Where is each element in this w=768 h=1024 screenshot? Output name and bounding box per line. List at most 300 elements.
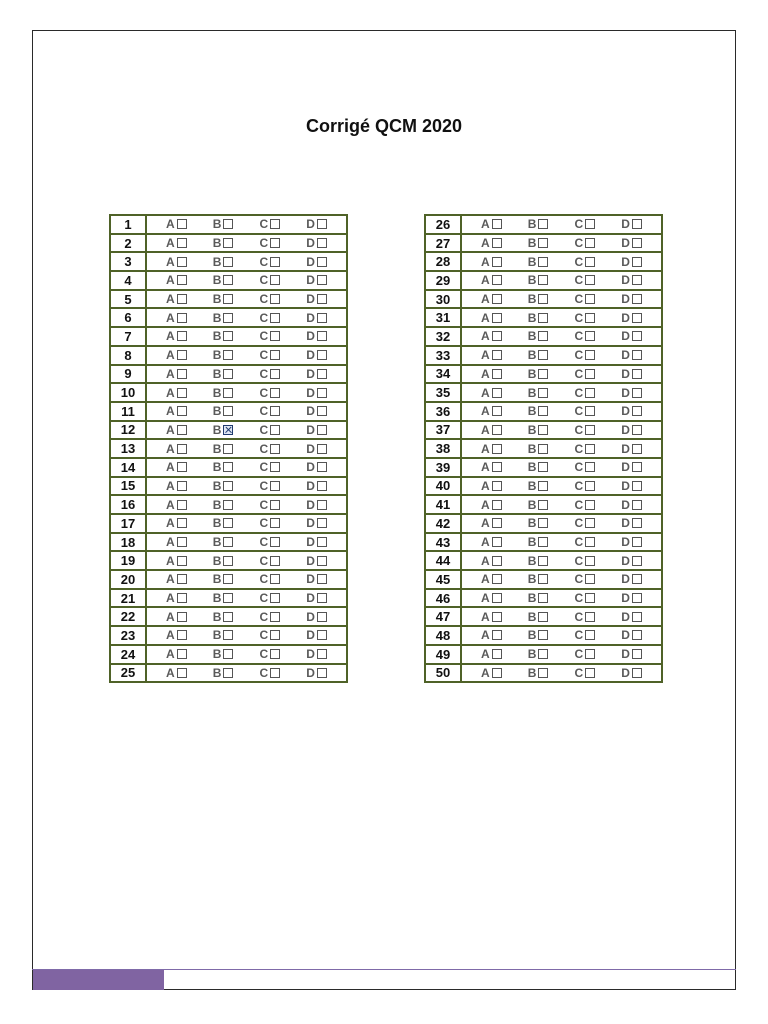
checkbox-icon[interactable] <box>270 257 280 267</box>
checkbox-icon[interactable] <box>270 537 280 547</box>
checkbox-icon[interactable] <box>223 406 233 416</box>
option-b[interactable] <box>213 236 234 250</box>
option-b[interactable] <box>528 255 549 269</box>
checkbox-icon[interactable] <box>492 425 502 435</box>
option-c[interactable] <box>575 628 596 642</box>
checkbox-icon[interactable] <box>492 500 502 510</box>
checkbox-icon[interactable] <box>585 369 595 379</box>
option-a[interactable] <box>166 255 187 269</box>
checkbox-icon[interactable] <box>632 518 642 528</box>
option-c[interactable] <box>575 460 596 474</box>
option-d[interactable] <box>621 423 642 437</box>
option-b[interactable] <box>213 479 234 493</box>
checkbox-icon[interactable] <box>632 219 642 229</box>
checkbox-icon[interactable] <box>585 313 595 323</box>
checkbox-icon[interactable] <box>632 406 642 416</box>
option-d[interactable] <box>621 273 642 287</box>
option-b[interactable] <box>213 292 234 306</box>
checkbox-icon[interactable] <box>270 462 280 472</box>
option-a[interactable] <box>481 255 502 269</box>
option-c[interactable] <box>575 386 596 400</box>
option-d[interactable] <box>621 610 642 624</box>
option-a[interactable] <box>481 666 502 680</box>
checkbox-icon[interactable] <box>538 574 548 584</box>
checkbox-icon[interactable] <box>317 518 327 528</box>
checkbox-icon[interactable] <box>177 425 187 435</box>
option-d[interactable] <box>621 479 642 493</box>
checkbox-icon[interactable] <box>177 630 187 640</box>
checkbox-icon[interactable] <box>223 593 233 603</box>
option-a[interactable] <box>481 423 502 437</box>
checkbox-icon[interactable] <box>492 294 502 304</box>
checkbox-icon[interactable] <box>223 219 233 229</box>
option-c[interactable] <box>260 479 281 493</box>
option-b[interactable] <box>528 217 549 231</box>
option-b[interactable] <box>213 404 234 418</box>
option-a[interactable] <box>166 329 187 343</box>
checkbox-icon[interactable] <box>223 462 233 472</box>
option-d[interactable] <box>306 610 327 624</box>
checkbox-icon[interactable] <box>223 444 233 454</box>
option-c[interactable] <box>260 591 281 605</box>
checkbox-icon[interactable] <box>538 500 548 510</box>
checkbox-icon[interactable] <box>632 500 642 510</box>
option-c[interactable] <box>260 666 281 680</box>
checkbox-icon[interactable] <box>270 593 280 603</box>
checkbox-icon[interactable] <box>632 462 642 472</box>
option-a[interactable] <box>481 628 502 642</box>
option-d[interactable] <box>306 329 327 343</box>
checkbox-icon[interactable] <box>177 257 187 267</box>
option-b[interactable] <box>528 535 549 549</box>
checkbox-icon[interactable] <box>317 481 327 491</box>
option-b[interactable] <box>213 273 234 287</box>
checkbox-icon[interactable] <box>223 294 233 304</box>
option-a[interactable] <box>481 498 502 512</box>
option-c[interactable] <box>575 217 596 231</box>
option-d[interactable] <box>621 516 642 530</box>
option-a[interactable] <box>166 628 187 642</box>
option-c[interactable] <box>575 292 596 306</box>
checkbox-icon[interactable] <box>585 238 595 248</box>
option-b[interactable] <box>528 666 549 680</box>
option-d[interactable] <box>621 572 642 586</box>
checkbox-icon[interactable] <box>177 612 187 622</box>
option-a[interactable] <box>481 367 502 381</box>
option-c[interactable] <box>260 554 281 568</box>
option-d[interactable] <box>621 647 642 661</box>
option-a[interactable] <box>481 404 502 418</box>
checkbox-icon[interactable] <box>538 444 548 454</box>
option-c[interactable] <box>575 554 596 568</box>
option-d[interactable] <box>306 479 327 493</box>
option-a[interactable] <box>166 516 187 530</box>
option-b[interactable] <box>528 348 549 362</box>
option-a[interactable] <box>481 572 502 586</box>
option-a[interactable] <box>481 348 502 362</box>
option-c[interactable] <box>260 442 281 456</box>
checkbox-icon[interactable] <box>492 612 502 622</box>
option-b[interactable] <box>213 348 234 362</box>
option-d[interactable] <box>621 236 642 250</box>
checkbox-icon[interactable] <box>270 275 280 285</box>
option-a[interactable] <box>481 273 502 287</box>
checkbox-icon[interactable] <box>223 350 233 360</box>
option-c[interactable] <box>575 236 596 250</box>
checkbox-icon[interactable] <box>538 593 548 603</box>
checkbox-icon[interactable] <box>317 649 327 659</box>
checkbox-icon[interactable] <box>585 219 595 229</box>
option-b[interactable] <box>528 628 549 642</box>
option-b[interactable] <box>528 479 549 493</box>
option-b[interactable] <box>213 442 234 456</box>
option-a[interactable] <box>481 516 502 530</box>
option-b[interactable] <box>213 591 234 605</box>
checkbox-icon[interactable] <box>585 612 595 622</box>
option-c[interactable] <box>575 311 596 325</box>
option-b[interactable] <box>213 311 234 325</box>
checkbox-icon[interactable] <box>317 275 327 285</box>
option-a[interactable] <box>481 591 502 605</box>
option-b[interactable] <box>213 367 234 381</box>
checkbox-icon[interactable] <box>492 388 502 398</box>
checkbox-icon[interactable] <box>492 537 502 547</box>
checkbox-icon[interactable] <box>585 574 595 584</box>
option-c[interactable] <box>575 610 596 624</box>
checkbox-icon[interactable] <box>492 556 502 566</box>
option-b[interactable] <box>528 423 549 437</box>
option-a[interactable] <box>166 535 187 549</box>
checkbox-icon[interactable] <box>177 406 187 416</box>
option-a[interactable] <box>166 367 187 381</box>
checkbox-icon[interactable] <box>632 350 642 360</box>
option-d[interactable] <box>621 591 642 605</box>
checkbox-icon[interactable] <box>177 369 187 379</box>
option-a[interactable] <box>166 423 187 437</box>
checkbox-icon[interactable] <box>177 481 187 491</box>
option-d[interactable] <box>306 292 327 306</box>
checkbox-icon[interactable] <box>632 388 642 398</box>
option-b[interactable] <box>213 498 234 512</box>
checkbox-icon[interactable] <box>538 257 548 267</box>
option-c[interactable] <box>575 442 596 456</box>
option-a[interactable] <box>166 666 187 680</box>
option-b[interactable] <box>528 554 549 568</box>
option-b[interactable] <box>528 292 549 306</box>
checkbox-icon[interactable] <box>317 257 327 267</box>
option-c[interactable] <box>260 217 281 231</box>
option-a[interactable] <box>481 442 502 456</box>
option-d[interactable] <box>306 255 327 269</box>
checkbox-icon[interactable] <box>585 481 595 491</box>
checkbox-icon[interactable] <box>177 574 187 584</box>
option-a[interactable] <box>481 610 502 624</box>
option-c[interactable] <box>260 348 281 362</box>
checked-checkbox-icon[interactable] <box>223 425 233 435</box>
checkbox-icon[interactable] <box>538 537 548 547</box>
checkbox-icon[interactable] <box>270 444 280 454</box>
checkbox-icon[interactable] <box>270 313 280 323</box>
option-b[interactable] <box>528 329 549 343</box>
checkbox-icon[interactable] <box>177 556 187 566</box>
option-b[interactable] <box>213 423 234 437</box>
checkbox-icon[interactable] <box>585 462 595 472</box>
checkbox-icon[interactable] <box>223 556 233 566</box>
checkbox-icon[interactable] <box>317 668 327 678</box>
option-b[interactable] <box>528 404 549 418</box>
option-c[interactable] <box>575 348 596 362</box>
checkbox-icon[interactable] <box>177 331 187 341</box>
option-b[interactable] <box>213 329 234 343</box>
checkbox-icon[interactable] <box>317 313 327 323</box>
checkbox-icon[interactable] <box>317 350 327 360</box>
option-a[interactable] <box>481 236 502 250</box>
option-b[interactable] <box>528 442 549 456</box>
option-b[interactable] <box>213 628 234 642</box>
option-c[interactable] <box>575 516 596 530</box>
option-b[interactable] <box>528 498 549 512</box>
option-d[interactable] <box>621 404 642 418</box>
checkbox-icon[interactable] <box>270 556 280 566</box>
checkbox-icon[interactable] <box>317 556 327 566</box>
checkbox-icon[interactable] <box>177 238 187 248</box>
checkbox-icon[interactable] <box>177 593 187 603</box>
option-d[interactable] <box>306 554 327 568</box>
option-b[interactable] <box>213 386 234 400</box>
option-d[interactable] <box>306 273 327 287</box>
checkbox-icon[interactable] <box>270 500 280 510</box>
checkbox-icon[interactable] <box>270 406 280 416</box>
option-a[interactable] <box>166 572 187 586</box>
checkbox-icon[interactable] <box>492 574 502 584</box>
checkbox-icon[interactable] <box>632 275 642 285</box>
option-a[interactable] <box>166 479 187 493</box>
checkbox-icon[interactable] <box>632 425 642 435</box>
checkbox-icon[interactable] <box>177 294 187 304</box>
option-d[interactable] <box>306 442 327 456</box>
checkbox-icon[interactable] <box>632 444 642 454</box>
option-b[interactable] <box>528 386 549 400</box>
option-b[interactable] <box>528 273 549 287</box>
option-d[interactable] <box>621 666 642 680</box>
option-a[interactable] <box>166 311 187 325</box>
checkbox-icon[interactable] <box>538 275 548 285</box>
option-a[interactable] <box>166 386 187 400</box>
checkbox-icon[interactable] <box>585 350 595 360</box>
option-a[interactable] <box>481 554 502 568</box>
option-c[interactable] <box>575 591 596 605</box>
option-c[interactable] <box>575 273 596 287</box>
option-d[interactable] <box>306 367 327 381</box>
checkbox-icon[interactable] <box>538 556 548 566</box>
checkbox-icon[interactable] <box>632 313 642 323</box>
checkbox-icon[interactable] <box>317 630 327 640</box>
checkbox-icon[interactable] <box>317 331 327 341</box>
checkbox-icon[interactable] <box>223 630 233 640</box>
option-a[interactable] <box>481 460 502 474</box>
option-d[interactable] <box>621 217 642 231</box>
checkbox-icon[interactable] <box>492 593 502 603</box>
option-c[interactable] <box>260 610 281 624</box>
checkbox-icon[interactable] <box>492 219 502 229</box>
option-c[interactable] <box>575 647 596 661</box>
option-a[interactable] <box>481 311 502 325</box>
checkbox-icon[interactable] <box>177 350 187 360</box>
checkbox-icon[interactable] <box>632 630 642 640</box>
checkbox-icon[interactable] <box>538 668 548 678</box>
checkbox-icon[interactable] <box>270 369 280 379</box>
checkbox-icon[interactable] <box>317 612 327 622</box>
option-d[interactable] <box>306 572 327 586</box>
option-d[interactable] <box>306 348 327 362</box>
checkbox-icon[interactable] <box>317 219 327 229</box>
option-c[interactable] <box>260 535 281 549</box>
checkbox-icon[interactable] <box>270 481 280 491</box>
option-d[interactable] <box>621 311 642 325</box>
option-a[interactable] <box>481 479 502 493</box>
checkbox-icon[interactable] <box>538 518 548 528</box>
option-a[interactable] <box>166 217 187 231</box>
checkbox-icon[interactable] <box>585 500 595 510</box>
checkbox-icon[interactable] <box>317 369 327 379</box>
option-d[interactable] <box>306 404 327 418</box>
option-b[interactable] <box>213 610 234 624</box>
option-d[interactable] <box>306 628 327 642</box>
option-a[interactable] <box>481 217 502 231</box>
checkbox-icon[interactable] <box>538 388 548 398</box>
option-d[interactable] <box>306 311 327 325</box>
checkbox-icon[interactable] <box>270 612 280 622</box>
checkbox-icon[interactable] <box>585 630 595 640</box>
option-b[interactable] <box>213 255 234 269</box>
checkbox-icon[interactable] <box>317 238 327 248</box>
checkbox-icon[interactable] <box>538 425 548 435</box>
option-c[interactable] <box>575 479 596 493</box>
checkbox-icon[interactable] <box>492 444 502 454</box>
checkbox-icon[interactable] <box>223 388 233 398</box>
option-d[interactable] <box>621 498 642 512</box>
option-a[interactable] <box>166 442 187 456</box>
option-d[interactable] <box>306 236 327 250</box>
checkbox-icon[interactable] <box>632 257 642 267</box>
checkbox-icon[interactable] <box>538 331 548 341</box>
option-a[interactable] <box>166 404 187 418</box>
checkbox-icon[interactable] <box>177 444 187 454</box>
option-b[interactable] <box>528 647 549 661</box>
option-c[interactable] <box>575 367 596 381</box>
option-c[interactable] <box>260 404 281 418</box>
option-a[interactable] <box>166 348 187 362</box>
option-d[interactable] <box>306 516 327 530</box>
checkbox-icon[interactable] <box>317 294 327 304</box>
option-b[interactable] <box>528 610 549 624</box>
checkbox-icon[interactable] <box>270 425 280 435</box>
option-d[interactable] <box>621 348 642 362</box>
checkbox-icon[interactable] <box>585 537 595 547</box>
checkbox-icon[interactable] <box>538 369 548 379</box>
option-c[interactable] <box>260 516 281 530</box>
checkbox-icon[interactable] <box>270 388 280 398</box>
option-c[interactable] <box>575 329 596 343</box>
checkbox-icon[interactable] <box>632 369 642 379</box>
checkbox-icon[interactable] <box>270 574 280 584</box>
option-c[interactable] <box>260 236 281 250</box>
checkbox-icon[interactable] <box>492 481 502 491</box>
option-d[interactable] <box>621 255 642 269</box>
checkbox-icon[interactable] <box>177 275 187 285</box>
option-a[interactable] <box>481 647 502 661</box>
option-c[interactable] <box>260 628 281 642</box>
option-a[interactable] <box>166 292 187 306</box>
checkbox-icon[interactable] <box>317 500 327 510</box>
option-c[interactable] <box>260 386 281 400</box>
option-d[interactable] <box>306 217 327 231</box>
checkbox-icon[interactable] <box>632 668 642 678</box>
checkbox-icon[interactable] <box>177 313 187 323</box>
option-b[interactable] <box>528 460 549 474</box>
checkbox-icon[interactable] <box>223 313 233 323</box>
option-a[interactable] <box>166 554 187 568</box>
option-c[interactable] <box>260 647 281 661</box>
option-d[interactable] <box>621 292 642 306</box>
checkbox-icon[interactable] <box>585 556 595 566</box>
option-a[interactable] <box>166 591 187 605</box>
checkbox-icon[interactable] <box>270 331 280 341</box>
checkbox-icon[interactable] <box>177 537 187 547</box>
checkbox-icon[interactable] <box>492 257 502 267</box>
option-c[interactable] <box>575 535 596 549</box>
option-b[interactable] <box>213 460 234 474</box>
checkbox-icon[interactable] <box>177 500 187 510</box>
option-c[interactable] <box>575 666 596 680</box>
checkbox-icon[interactable] <box>538 649 548 659</box>
checkbox-icon[interactable] <box>492 369 502 379</box>
checkbox-icon[interactable] <box>223 668 233 678</box>
checkbox-icon[interactable] <box>177 668 187 678</box>
checkbox-icon[interactable] <box>632 612 642 622</box>
checkbox-icon[interactable] <box>538 612 548 622</box>
option-a[interactable] <box>481 386 502 400</box>
option-d[interactable] <box>621 329 642 343</box>
checkbox-icon[interactable] <box>223 518 233 528</box>
checkbox-icon[interactable] <box>585 275 595 285</box>
checkbox-icon[interactable] <box>177 388 187 398</box>
checkbox-icon[interactable] <box>538 630 548 640</box>
option-a[interactable] <box>166 273 187 287</box>
checkbox-icon[interactable] <box>223 574 233 584</box>
checkbox-icon[interactable] <box>492 518 502 528</box>
option-d[interactable] <box>306 423 327 437</box>
checkbox-icon[interactable] <box>538 313 548 323</box>
option-b[interactable] <box>528 572 549 586</box>
checkbox-icon[interactable] <box>270 350 280 360</box>
checkbox-icon[interactable] <box>585 425 595 435</box>
option-d[interactable] <box>306 666 327 680</box>
checkbox-icon[interactable] <box>177 518 187 528</box>
checkbox-icon[interactable] <box>270 219 280 229</box>
checkbox-icon[interactable] <box>223 500 233 510</box>
checkbox-icon[interactable] <box>317 537 327 547</box>
option-d[interactable] <box>621 535 642 549</box>
checkbox-icon[interactable] <box>538 294 548 304</box>
option-d[interactable] <box>306 460 327 474</box>
checkbox-icon[interactable] <box>585 518 595 528</box>
checkbox-icon[interactable] <box>317 593 327 603</box>
checkbox-icon[interactable] <box>223 369 233 379</box>
option-a[interactable] <box>166 498 187 512</box>
checkbox-icon[interactable] <box>223 612 233 622</box>
checkbox-icon[interactable] <box>632 537 642 547</box>
